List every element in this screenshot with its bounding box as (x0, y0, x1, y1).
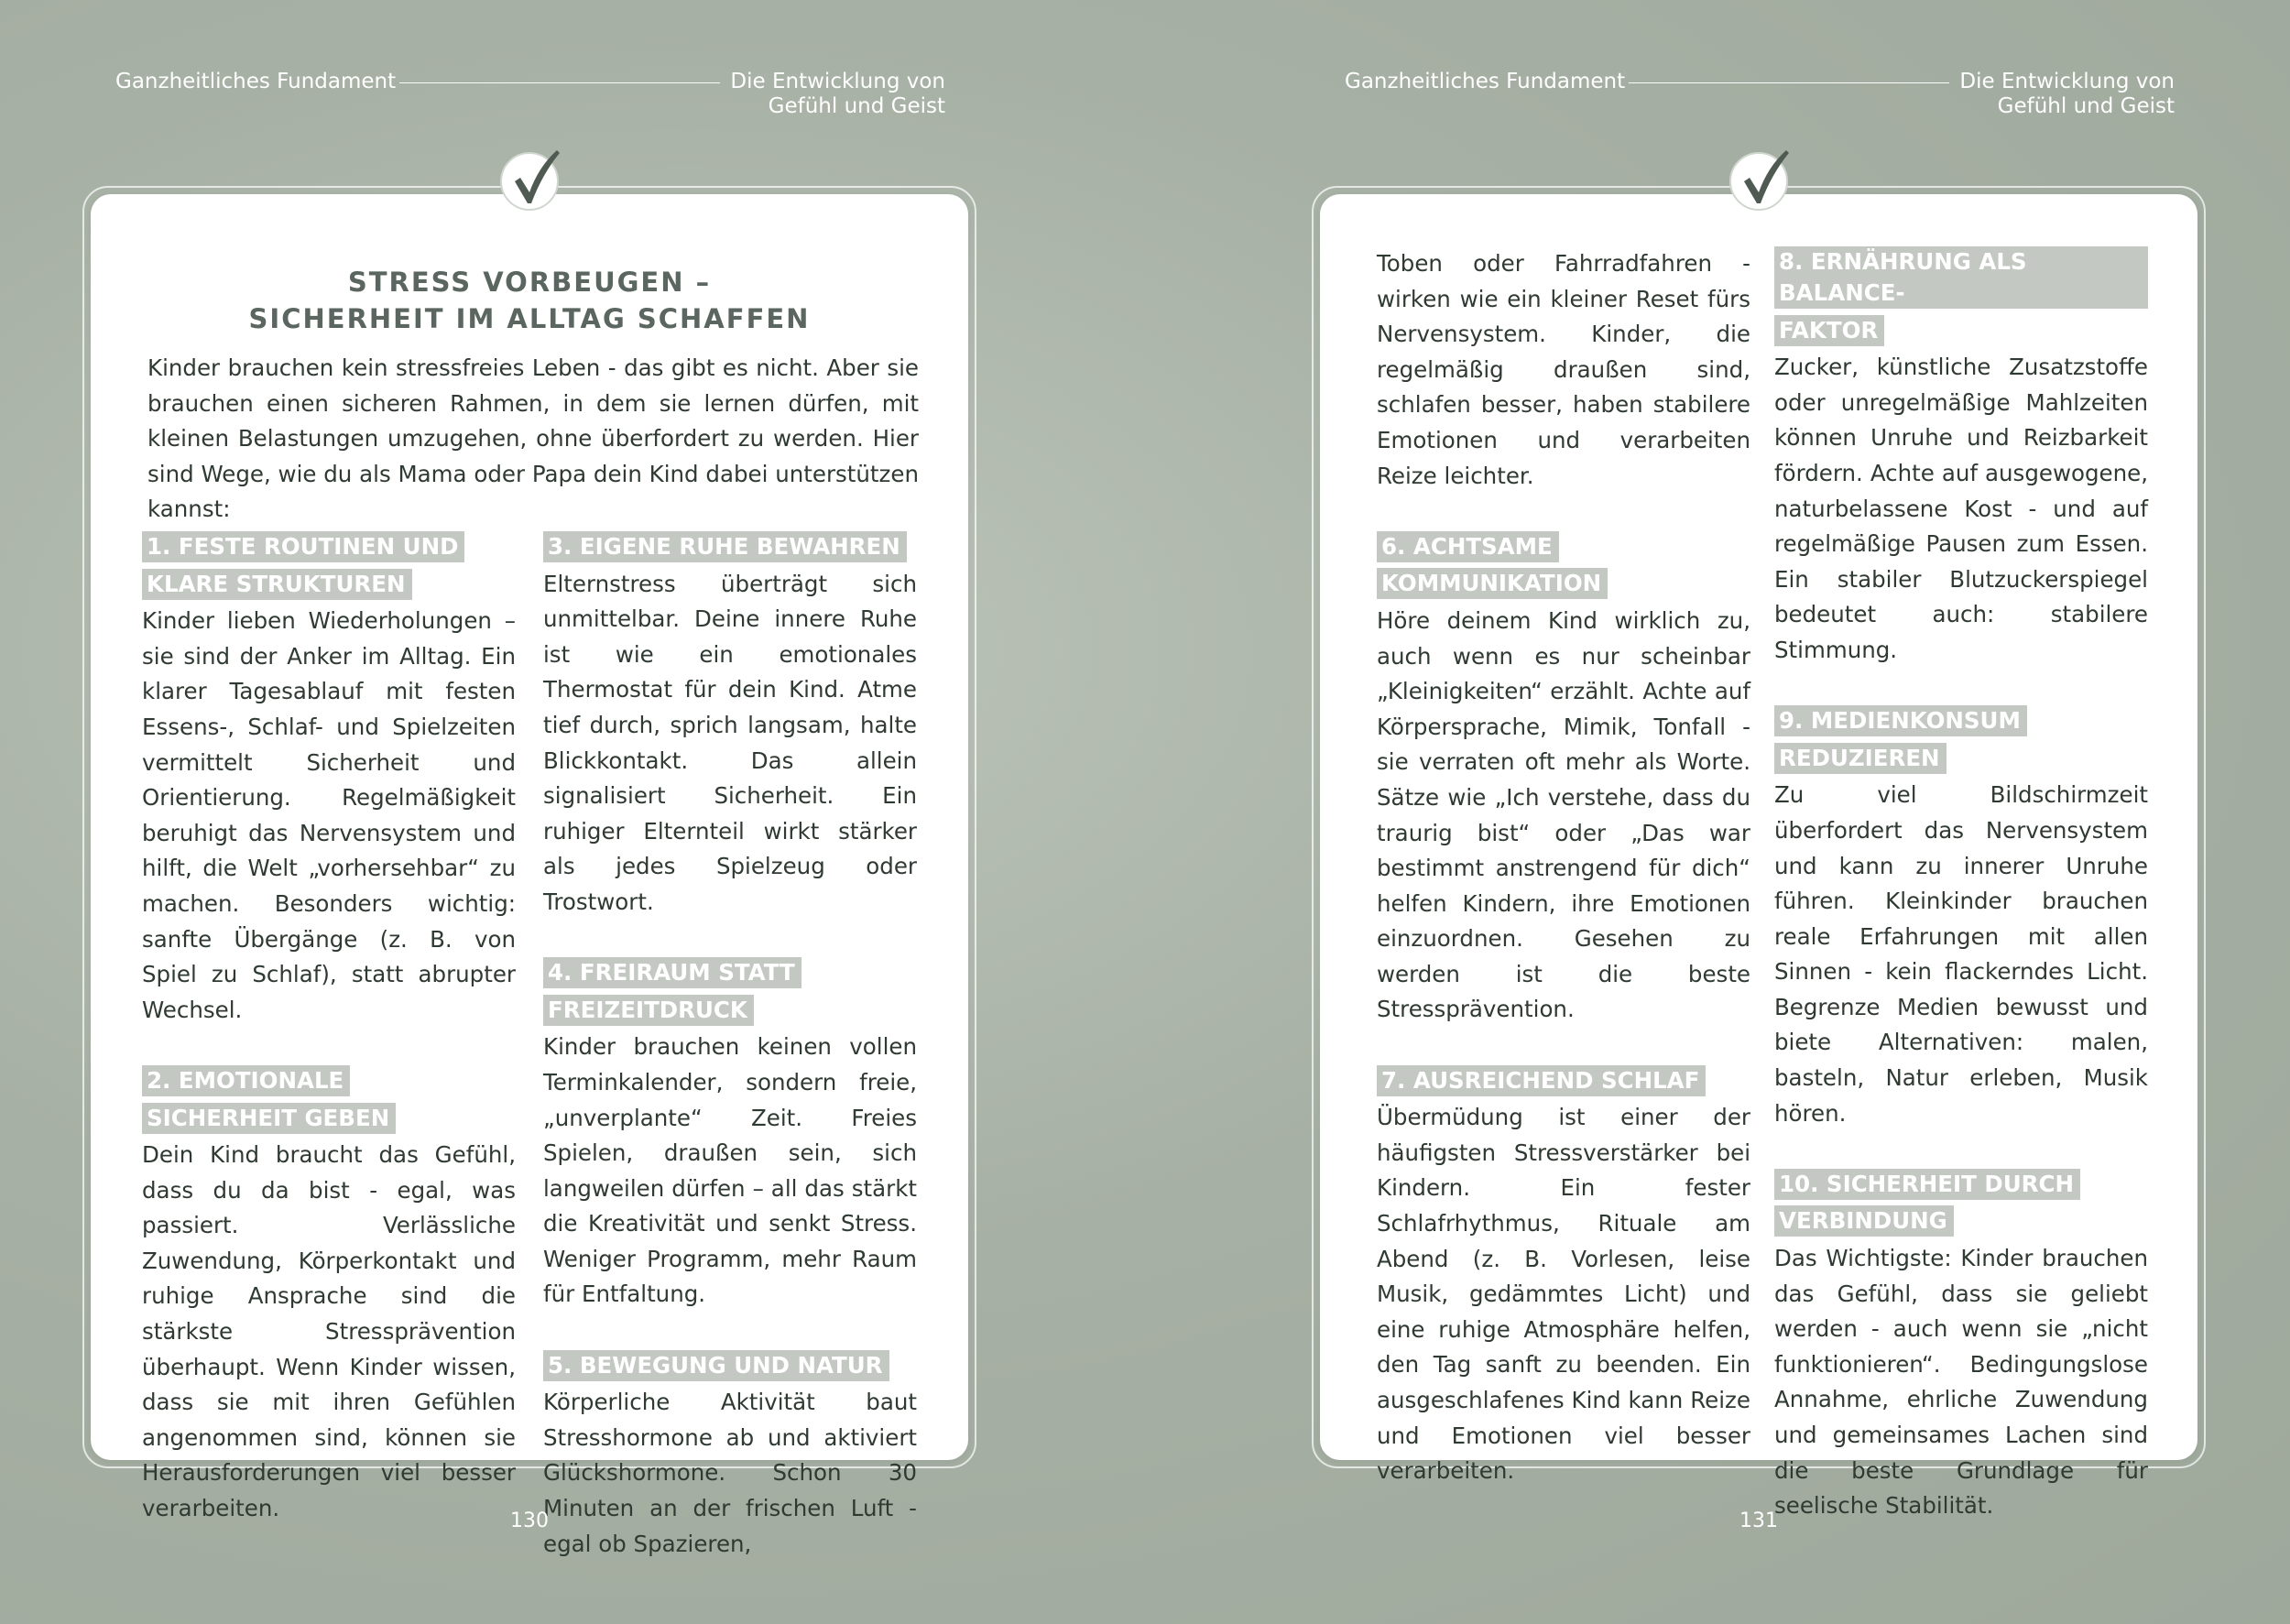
left-column-2 (543, 529, 917, 1562)
running-head-section-line2: Gefühl und Geist (1997, 94, 2175, 118)
running-head (1345, 68, 2175, 123)
section-2 (142, 1063, 516, 1527)
right-column-2 (1774, 246, 2148, 1524)
running-head-rule (1629, 82, 1949, 83)
running-head (115, 68, 945, 123)
section-1 (142, 529, 516, 1028)
checkmark-icon (507, 145, 562, 209)
page-number: 130 (510, 1510, 549, 1532)
section-heading: 5. BEWEGUNG UND NATUR (543, 1348, 917, 1386)
continuation-paragraph (1377, 246, 1750, 494)
section-heading: 4. FREIRAUM STATT FREIZEITDRUCK (543, 955, 917, 1030)
running-head-chapter: Ganzheitliches Fundament (1345, 70, 1626, 93)
checkmark-icon (1737, 145, 1792, 209)
section-10 (1774, 1167, 2148, 1524)
section-text: Das Wichtigste: Kinder brauchen das Gefühl, dass sie geliebt werden - auch wenn sie „nicht funktionieren“. Bedingungslose Annahme, ehrliche Zuwendung und gemeinsames Lachen sind die beste Grundlage für seelische Stabilität. (1774, 1245, 2148, 1520)
section-7 (1377, 1063, 1750, 1489)
section-text: Kinder lieben Wiederholungen – sie sind der Anker im Alltag. Ein klarer Tagesablauf mit festen Essens-, Schlaf- und Spielzeiten vermittelt Sicherheit und Orientierung. Regelmäßigkeit beruhigt das Nervensystem und hilft, die Welt „vorhersehbar“ zu machen. Besonders wichtig: sanfte Übergänge (z. B. von Spiel zu Schlaf), statt abrupter Wechsel. (142, 607, 516, 1023)
section-text: Höre deinem Kind wirklich zu, auch wenn es nur scheinbar „Kleinigkeiten“ erzählt. Achte auf Körpersprache, Mimik, Tonfall - sie verraten oft mehr als Worte. Sätze wie „Ich verstehe, dass du traurig bist“ oder „Das war bestimmt anstrengend für dich“ helfen Kindern, ihre Emotionen einzuordnen. Gesehen zu werden ist die beste Stressprävention. (1377, 606, 1750, 1023)
section-heading: 7. AUSREICHEND SCHLAF (1377, 1063, 1750, 1101)
section-heading: 1. FESTE ROUTINEN UND KLARE STRUKTUREN (142, 529, 516, 604)
running-head-section-line1: Die Entwicklung von (730, 70, 945, 93)
section-text: Kinder brauchen keinen vollen Terminkalender, sondern freie, „unverplante“ Zeit. Freies Spielen, draußen sein, sich langweilen dürfen – all das stärkt die Kreativität und senkt Stress. Weniger Programm, mehr Raum für Entfaltung. (543, 1033, 917, 1308)
section-8 (1774, 246, 2148, 669)
section-4 (543, 955, 917, 1313)
section-heading: 9. MEDIENKONSUM REDUZIEREN (1774, 703, 2148, 778)
left-column-1 (142, 529, 516, 1527)
page-number: 131 (1739, 1510, 1778, 1532)
section-heading: 2. EMOTIONALE SICHERHEIT GEBEN (142, 1063, 516, 1138)
section-text: Zucker, künstliche Zusatzstoffe oder unregelmäßige Mahlzeiten können Unruhe und Reizbarkeit fördern. Achte auf ausgewogene, naturbelassene Kost - und auf regelmäßige Pausen zum Essen. Ein stabiler Blutzuckerspiegel bedeutet auch: stabilere Stimmung. (1774, 354, 2148, 663)
section-text: Übermüdung ist einer der häufigsten Stressverstärker bei Kindern. Ein fester Schlafrhythmus, Rituale am Abend (z. B. Vorlesen, leise Musik, gedämmtes Licht) und eine ruhige Atmosphäre helfen, den Tag sanft zu beenden. Ein ausgeschlafenes Kind kann Reize und Emotionen viel besser verarbeiten. (1377, 1104, 1750, 1485)
section-text: Dein Kind braucht das Gefühl, dass du da bist - egal, was passiert. Verlässliche Zuwendung, Körperkontakt und ruhige Ansprache sind die stärkste Stressprävention überhaupt. Wenn Kinder wissen, dass sie mit ihren Gefühlen angenommen sind, können sie Herausforderungen viel besser verarbeiten. (142, 1141, 516, 1522)
section-heading: 3. EIGENE RUHE BEWAHREN (543, 529, 917, 567)
section-heading: 6. ACHTSAME KOMMUNIKATION (1377, 529, 1750, 604)
page-title-line1: STRESS VORBEUGEN – (347, 267, 712, 298)
section-text: Toben oder Fahrradfahren - wirken wie ein kleiner Reset fürs Nervensystem. Kinder, die regelmäßig draußen sind, schlafen besser, haben stabilere Emotionen und verarbeiten Reize leichter. (1377, 250, 1750, 489)
running-head-chapter: Ganzheitliches Fundament (115, 70, 397, 93)
running-head-section (1959, 70, 2175, 119)
section-text: Elternstress überträgt sich unmittelbar. Deine innere Ruhe ist wie ein emotionales Thermostat für dein Kind. Atme tief durch, sprich langsam, halte Blickkontakt. Das allein signalisiert Sicherheit. Ein ruhiger Elternteil wirkt stärker als jedes Spielzeug oder Trostwort. (543, 570, 917, 915)
running-head-section-line1: Die Entwicklung von (1959, 70, 2175, 93)
running-head-rule (399, 82, 720, 83)
intro-paragraph: Kinder brauchen kein stressfreies Leben - das gibt es nicht. Aber sie brauchen einen sicheren Rahmen, in dem sie lernen dürfen, mit kleinen Belastungen umzugehen, ohne überfordert zu werden. Hier sind Wege, wie du als Mama oder Papa dein Kind dabei unterstützen kannst: (147, 354, 919, 522)
section-9 (1774, 703, 2148, 1131)
right-page (1145, 0, 2290, 1624)
right-column-1 (1377, 246, 1750, 1489)
running-head-section (730, 70, 945, 119)
section-3 (543, 529, 917, 921)
page-title (91, 264, 968, 337)
section-6 (1377, 529, 1750, 1028)
page-title-line2: SICHERHEIT IM ALLTAG SCHAFFEN (248, 303, 811, 334)
check-badge (1729, 152, 1788, 211)
section-text: Körperliche Aktivität baut Stresshormone ab und aktiviert Glückshormone. Schon 30 Minuten an der frischen Luft - egal ob Spazieren, (543, 1389, 917, 1557)
section-heading: 8. ERNÄHRUNG ALS BALANCE- FAKTOR (1774, 246, 2148, 350)
check-badge (500, 152, 559, 211)
section-text: Zu viel Bildschirmzeit überfordert das Nervensystem und kann zu innerer Unruhe führen. Kleinkinder brauchen reale Erfahrungen mit allen Sinnen - kein flackerndes Licht. Begrenze Medien bewusst und biete Alternativen: malen, basteln, Natur erleben, Musik hören. (1774, 781, 2148, 1127)
running-head-section-line2: Gefühl und Geist (768, 94, 945, 118)
section-heading: 10. SICHERHEIT DURCH VERBINDUNG (1774, 1167, 2148, 1241)
